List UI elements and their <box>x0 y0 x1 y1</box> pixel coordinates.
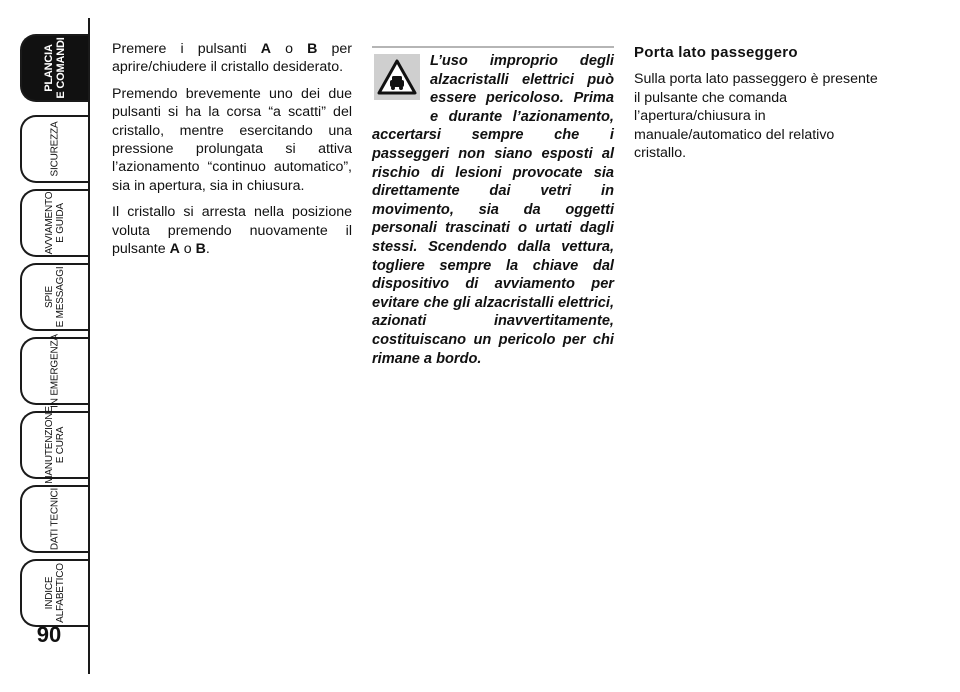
tab-label: SPIE E MESSAGGI <box>44 266 66 328</box>
tab-spie-e-messaggi[interactable] <box>20 263 88 331</box>
tab-label: MANUTENZIONE E CURA <box>44 406 66 484</box>
key-a: A <box>260 41 272 57</box>
key-b: B <box>195 241 206 258</box>
tab-avviamento-e-guida[interactable] <box>20 189 88 257</box>
text-run: . <box>205 241 210 258</box>
tab-in-emergenza[interactable] <box>20 334 88 408</box>
text-run: per aprire/chiudere il cristallo desiderato. <box>112 41 353 76</box>
left-column <box>112 40 352 266</box>
sidebar-divider <box>88 18 90 674</box>
tab-label: AVVIAMENTO E GUIDA <box>44 191 66 255</box>
paragraph-buttons <box>112 40 352 77</box>
tab-label: DATI TECNICI <box>49 487 61 551</box>
key-a: A <box>169 241 180 258</box>
sidebar-index <box>0 0 100 692</box>
text-run: Premere i pulsanti <box>112 41 261 57</box>
text-run: Il cristallo si arresta nella posizione voluta premendo nuovamente il pulsante <box>112 204 352 258</box>
paragraph-operation: Premendo brevemente uno dei due pulsanti si ha la corsa “a scatti” del cristallo, mentre esercitando una pressione prolungata si attiva l’azionamento “continuo automatico”, sia in apertura, sia in chiusura. <box>112 85 352 194</box>
key-b: B <box>307 41 318 57</box>
tab-label: SICUREZZA <box>49 121 61 177</box>
warning-top-rule <box>372 46 614 48</box>
tab-manutenzione-e-cura[interactable] <box>20 406 88 484</box>
right-column <box>634 40 878 162</box>
icon-spacer <box>372 52 430 110</box>
text-run: o <box>271 41 308 57</box>
tab-dati-tecnici[interactable] <box>20 485 88 553</box>
tab-indice-alfabetico[interactable] <box>20 559 88 627</box>
paragraph-stop <box>112 203 352 258</box>
section-body: Sulla porta lato passeggero è presente il pulsante che comanda l’apertura/chiusura in manuale/automatico del relativo cristallo. <box>634 71 878 162</box>
page-number: 90 <box>36 622 62 647</box>
warning-text-block <box>372 52 614 368</box>
tab-label: PLANCIA E COMANDI <box>43 37 67 99</box>
tab-plancia-e-comandi[interactable] <box>20 34 88 102</box>
section-title: Porta lato passeggero <box>634 44 798 61</box>
warning-text: L’uso improprio degli alzacristalli elettrici può essere pericoloso. Prima e durante l’azionamento, accertarsi sempre che i passeggeri non siano esposti al rischio di lesioni provocate sia direttamente dai vetri in movimento, sia da oggetti personali trascinati o urtati dagli stessi. Scendendo dalla vettura, togliere sempre la chiave dal dispositivo di avviamento per evitare che gli alzacristalli elettrici, azionati inavvertitamente, costituiscano un pericolo per chi rimane a bordo. <box>372 53 614 367</box>
tab-label: IN EMERGENZA <box>49 334 61 408</box>
tab-label: INDICE ALFABETICO <box>44 563 66 623</box>
tab-sicurezza[interactable] <box>20 115 88 183</box>
text-run: o <box>179 241 196 258</box>
